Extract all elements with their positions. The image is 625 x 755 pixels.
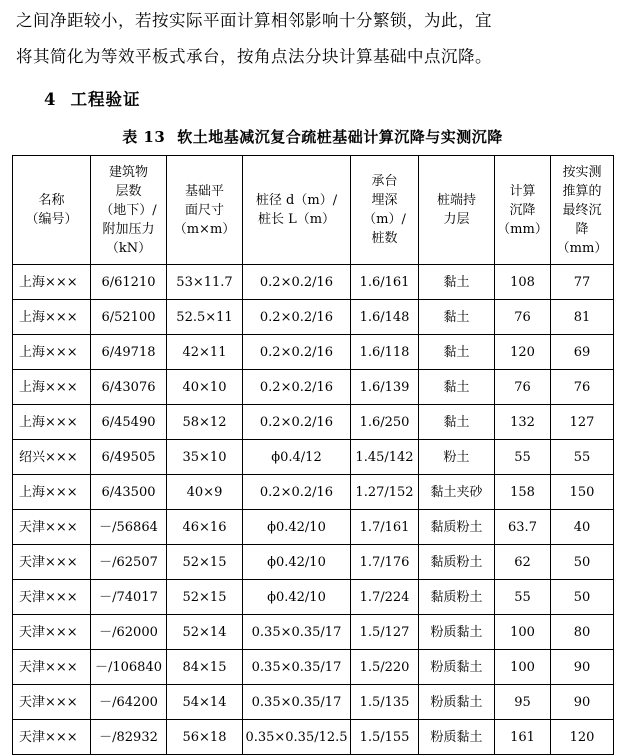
cell-calculated-settlement: 100 bbox=[495, 615, 551, 650]
cell-foundation-size: 56×18 bbox=[167, 720, 243, 755]
cell-storeys-load: 6/43500 bbox=[91, 475, 167, 510]
cell-measured-settlement: 50 bbox=[551, 545, 614, 580]
cell-pile: 0.2×0.2/16 bbox=[243, 265, 351, 300]
cell-measured-settlement: 90 bbox=[551, 650, 614, 685]
body-paragraph-2: 将其简化为等效平板式承台，按角点法分块计算基础中点沉降。 bbox=[16, 47, 492, 66]
cell-pile: 0.2×0.2/16 bbox=[243, 370, 351, 405]
cell-measured-settlement: 127 bbox=[551, 405, 614, 440]
cell-foundation-size: 54×14 bbox=[167, 685, 243, 720]
cell-pile: 0.2×0.2/16 bbox=[243, 475, 351, 510]
cell-foundation-size: 52.5×11 bbox=[167, 300, 243, 335]
cell-name: 上海××× bbox=[13, 335, 91, 370]
cell-calculated-settlement: 95 bbox=[495, 685, 551, 720]
table-row bbox=[13, 300, 614, 335]
column-header-measured-final-settlement: 按实测 推算的 最终沉 降 （mm） bbox=[551, 156, 614, 265]
cell-calculated-settlement: 158 bbox=[495, 475, 551, 510]
cell-name: 天津××× bbox=[13, 545, 91, 580]
cell-name: 天津××× bbox=[13, 580, 91, 615]
cell-pile: 0.35×0.35/17 bbox=[243, 650, 351, 685]
table-row bbox=[13, 335, 614, 370]
cell-storeys-load: －/62507 bbox=[91, 545, 167, 580]
cell-name: 上海××× bbox=[13, 405, 91, 440]
cell-name: 天津××× bbox=[13, 685, 91, 720]
cell-name: 上海××× bbox=[13, 370, 91, 405]
column-header-calculated-settlement: 计算 沉降 （mm） bbox=[495, 156, 551, 265]
cell-bearing-stratum: 黏土 bbox=[419, 335, 495, 370]
cell-calculated-settlement: 100 bbox=[495, 650, 551, 685]
cell-name: 天津××× bbox=[13, 650, 91, 685]
cell-name: 天津××× bbox=[13, 510, 91, 545]
body-paragraph-1: 之间净距较小，若按实际平面计算相邻影响十分繁锁，为此，宜 bbox=[16, 11, 492, 30]
document-page bbox=[0, 6, 625, 745]
cell-calculated-settlement: 108 bbox=[495, 265, 551, 300]
table-row bbox=[13, 265, 614, 300]
table-row bbox=[13, 405, 614, 440]
settlement-comparison-table bbox=[12, 155, 614, 755]
cell-storeys-load: －/56864 bbox=[91, 510, 167, 545]
cell-pile: 0.2×0.2/16 bbox=[243, 335, 351, 370]
cell-bearing-stratum: 黏质粉土 bbox=[419, 510, 495, 545]
cell-measured-settlement: 90 bbox=[551, 685, 614, 720]
cell-storeys-load: －/106840 bbox=[91, 650, 167, 685]
cell-cap-depth: 1.5/220 bbox=[351, 650, 419, 685]
cell-foundation-size: 52×15 bbox=[167, 580, 243, 615]
cell-bearing-stratum: 黏土 bbox=[419, 405, 495, 440]
cell-cap-depth: 1.6/148 bbox=[351, 300, 419, 335]
cell-bearing-stratum: 黏土 bbox=[419, 265, 495, 300]
cell-bearing-stratum: 黏土 bbox=[419, 300, 495, 335]
cell-foundation-size: 35×10 bbox=[167, 440, 243, 475]
cell-storeys-load: 6/45490 bbox=[91, 405, 167, 440]
cell-pile: 0.35×0.35/17 bbox=[243, 685, 351, 720]
cell-storeys-load: 6/61210 bbox=[91, 265, 167, 300]
cell-calculated-settlement: 132 bbox=[495, 405, 551, 440]
table-row bbox=[13, 580, 614, 615]
cell-pile: ϕ0.42/10 bbox=[243, 580, 351, 615]
cell-pile: ϕ0.42/10 bbox=[243, 510, 351, 545]
cell-bearing-stratum: 黏质粉土 bbox=[419, 580, 495, 615]
table-caption-label: 表 13 bbox=[122, 128, 166, 146]
column-header-cap-depth-pile-count: 承台 埋深 （m）/ 桩数 bbox=[351, 156, 419, 265]
cell-storeys-load: －/62000 bbox=[91, 615, 167, 650]
cell-bearing-stratum: 粉土 bbox=[419, 440, 495, 475]
cell-name: 天津××× bbox=[13, 720, 91, 755]
cell-cap-depth: 1.27/152 bbox=[351, 475, 419, 510]
table-caption bbox=[12, 126, 613, 147]
section-number: 4 bbox=[44, 90, 57, 109]
cell-bearing-stratum: 黏土 bbox=[419, 370, 495, 405]
cell-measured-settlement: 76 bbox=[551, 370, 614, 405]
cell-foundation-size: 53×11.7 bbox=[167, 265, 243, 300]
cell-name: 上海××× bbox=[13, 265, 91, 300]
cell-calculated-settlement: 76 bbox=[495, 300, 551, 335]
cell-pile: 0.35×0.35/17 bbox=[243, 615, 351, 650]
cell-measured-settlement: 69 bbox=[551, 335, 614, 370]
cell-pile: 0.2×0.2/16 bbox=[243, 405, 351, 440]
table-header bbox=[13, 156, 614, 265]
cell-measured-settlement: 50 bbox=[551, 580, 614, 615]
cell-storeys-load: －/82932 bbox=[91, 720, 167, 755]
cell-cap-depth: 1.5/155 bbox=[351, 720, 419, 755]
cell-foundation-size: 52×14 bbox=[167, 615, 243, 650]
cell-calculated-settlement: 161 bbox=[495, 720, 551, 755]
cell-pile: ϕ0.42/10 bbox=[243, 545, 351, 580]
cell-bearing-stratum: 粉质黏土 bbox=[419, 720, 495, 755]
cell-foundation-size: 52×15 bbox=[167, 545, 243, 580]
cell-measured-settlement: 150 bbox=[551, 475, 614, 510]
cell-name: 绍兴××× bbox=[13, 440, 91, 475]
cell-storeys-load: 6/43076 bbox=[91, 370, 167, 405]
cell-storeys-load: 6/49718 bbox=[91, 335, 167, 370]
cell-cap-depth: 1.5/135 bbox=[351, 685, 419, 720]
cell-name: 天津××× bbox=[13, 615, 91, 650]
cell-cap-depth: 1.6/250 bbox=[351, 405, 419, 440]
cell-measured-settlement: 80 bbox=[551, 615, 614, 650]
cell-storeys-load: 6/52100 bbox=[91, 300, 167, 335]
cell-cap-depth: 1.5/127 bbox=[351, 615, 419, 650]
cell-foundation-size: 40×9 bbox=[167, 475, 243, 510]
cell-storeys-load: 6/49505 bbox=[91, 440, 167, 475]
cell-calculated-settlement: 76 bbox=[495, 370, 551, 405]
cell-bearing-stratum: 黏土夹砂 bbox=[419, 475, 495, 510]
cell-bearing-stratum: 粉质黏土 bbox=[419, 615, 495, 650]
cell-bearing-stratum: 粉质黏土 bbox=[419, 650, 495, 685]
cell-foundation-size: 58×12 bbox=[167, 405, 243, 440]
cell-calculated-settlement: 55 bbox=[495, 440, 551, 475]
table-row bbox=[13, 370, 614, 405]
cell-cap-depth: 1.7/176 bbox=[351, 545, 419, 580]
cell-bearing-stratum: 黏质粉土 bbox=[419, 545, 495, 580]
cell-pile: 0.2×0.2/16 bbox=[243, 300, 351, 335]
cell-storeys-load: －/74017 bbox=[91, 580, 167, 615]
cell-pile: 0.35×0.35/12.5 bbox=[243, 720, 351, 755]
cell-measured-settlement: 77 bbox=[551, 265, 614, 300]
cell-cap-depth: 1.7/224 bbox=[351, 580, 419, 615]
cell-measured-settlement: 55 bbox=[551, 440, 614, 475]
cell-foundation-size: 46×16 bbox=[167, 510, 243, 545]
table-body bbox=[13, 265, 614, 755]
cell-calculated-settlement: 63.7 bbox=[495, 510, 551, 545]
cell-calculated-settlement: 120 bbox=[495, 335, 551, 370]
cell-measured-settlement: 120 bbox=[551, 720, 614, 755]
column-header-storeys-load: 建筑物 层数 （地下）/ 附加压力 （kN） bbox=[91, 156, 167, 265]
cell-cap-depth: 1.6/118 bbox=[351, 335, 419, 370]
table-row bbox=[13, 650, 614, 685]
table-header-row bbox=[13, 156, 614, 265]
cell-storeys-load: －/64200 bbox=[91, 685, 167, 720]
table-row bbox=[13, 475, 614, 510]
cell-cap-depth: 1.45/142 bbox=[351, 440, 419, 475]
cell-foundation-size: 40×10 bbox=[167, 370, 243, 405]
cell-pile: ϕ0.4/12 bbox=[243, 440, 351, 475]
cell-calculated-settlement: 62 bbox=[495, 545, 551, 580]
cell-calculated-settlement: 55 bbox=[495, 580, 551, 615]
table-row bbox=[13, 440, 614, 475]
cell-name: 上海××× bbox=[13, 475, 91, 510]
table-row bbox=[13, 545, 614, 580]
column-header-pile-diameter-length: 桩径 d（m）/ 桩长 L（m） bbox=[243, 156, 351, 265]
table-row bbox=[13, 720, 614, 755]
cell-cap-depth: 1.7/161 bbox=[351, 510, 419, 545]
table-caption-title: 软土地基减沉复合疏桩基础计算沉降与实测沉降 bbox=[177, 128, 503, 146]
table-row bbox=[13, 615, 614, 650]
table-row bbox=[13, 685, 614, 720]
section-heading bbox=[12, 86, 613, 110]
column-header-bearing-stratum: 桩端持 力层 bbox=[419, 156, 495, 265]
cell-bearing-stratum: 粉质黏土 bbox=[419, 685, 495, 720]
column-header-name: 名称 （编号） bbox=[13, 156, 91, 265]
cell-foundation-size: 42×11 bbox=[167, 335, 243, 370]
cell-cap-depth: 1.6/161 bbox=[351, 265, 419, 300]
cell-measured-settlement: 40 bbox=[551, 510, 614, 545]
table-row bbox=[13, 510, 614, 545]
cell-foundation-size: 84×15 bbox=[167, 650, 243, 685]
column-header-foundation-size: 基础平 面尺寸 （m×m） bbox=[167, 156, 243, 265]
cell-cap-depth: 1.6/139 bbox=[351, 370, 419, 405]
cell-name: 上海××× bbox=[13, 300, 91, 335]
section-title: 工程验证 bbox=[70, 90, 141, 109]
cell-measured-settlement: 81 bbox=[551, 300, 614, 335]
